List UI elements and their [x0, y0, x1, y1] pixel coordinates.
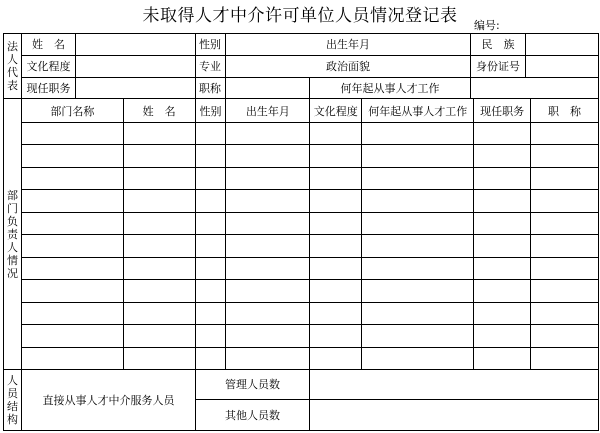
vertical-label-char: 法	[7, 40, 18, 53]
dept-cell[interactable]	[474, 123, 531, 145]
dept-cell[interactable]	[226, 167, 310, 189]
dept-cell[interactable]	[362, 280, 474, 302]
dept-cell[interactable]	[226, 212, 310, 234]
dept-cell[interactable]	[474, 280, 531, 302]
dept-cell[interactable]	[123, 302, 195, 324]
legal-section-label	[3, 33, 22, 99]
dept-cell[interactable]	[226, 145, 310, 167]
legal-section-text	[7, 40, 18, 92]
dept-cell[interactable]	[310, 347, 362, 369]
dept-row	[22, 280, 599, 302]
dept-cell[interactable]	[531, 167, 599, 189]
dept-section-text	[7, 189, 18, 280]
dept-header-cell: 现任职务	[474, 99, 531, 123]
direct-staff-label: 直接从事人才中介服务人员	[21, 369, 196, 431]
dept-cell[interactable]	[123, 280, 195, 302]
dept-header-cell: 性别	[195, 99, 226, 123]
vertical-label-char: 责	[7, 227, 18, 241]
legal-title-field[interactable]	[225, 77, 310, 99]
dept-cell[interactable]	[362, 347, 474, 369]
dept-cell[interactable]	[474, 257, 531, 279]
dept-cell[interactable]	[474, 145, 531, 167]
dept-cell[interactable]	[531, 235, 599, 257]
dept-cell[interactable]	[195, 302, 226, 324]
vertical-label-char: 部	[7, 188, 18, 202]
vertical-label-char: 负	[7, 214, 18, 228]
dept-cell[interactable]	[362, 145, 474, 167]
dept-row	[22, 235, 599, 257]
dept-cell[interactable]	[22, 190, 124, 212]
legal-birth-label: 出生年月	[225, 33, 471, 56]
dept-row	[22, 145, 599, 167]
other-count-field[interactable]	[309, 399, 599, 431]
dept-cell[interactable]	[195, 123, 226, 145]
legal-ethnicity-label: 民 族	[470, 33, 526, 56]
dept-cell[interactable]	[195, 145, 226, 167]
dept-cell[interactable]	[123, 325, 195, 347]
dept-cell[interactable]	[310, 302, 362, 324]
dept-cell[interactable]	[362, 167, 474, 189]
dept-row	[22, 302, 599, 324]
dept-cell[interactable]	[531, 325, 599, 347]
legal-since-label: 何年起从事人才工作	[309, 77, 471, 99]
legal-id-field[interactable]	[525, 55, 599, 78]
dept-cell[interactable]	[362, 302, 474, 324]
dept-row	[22, 212, 599, 234]
form-title: 未取得人才中介许可单位人员情况登记表	[142, 6, 458, 26]
dept-cell[interactable]	[474, 167, 531, 189]
dept-cell[interactable]	[310, 325, 362, 347]
dept-cell[interactable]	[531, 212, 599, 234]
legal-education-label: 文化程度	[21, 55, 76, 78]
vertical-label-char: 员	[7, 387, 18, 400]
dept-cell[interactable]	[22, 257, 124, 279]
dept-cell[interactable]	[22, 123, 124, 145]
legal-position-field[interactable]	[75, 77, 196, 99]
dept-cell[interactable]	[123, 257, 195, 279]
structure-section-label	[3, 369, 22, 431]
dept-cell[interactable]	[531, 257, 599, 279]
vertical-label-char: 人	[7, 374, 18, 387]
dept-cell[interactable]	[195, 325, 226, 347]
dept-row	[22, 347, 599, 369]
dept-cell[interactable]	[195, 190, 226, 212]
dept-cell[interactable]	[123, 145, 195, 167]
legal-id-label: 身份证号	[470, 55, 526, 78]
vertical-label-char: 表	[7, 79, 18, 92]
vertical-label-char: 结	[7, 400, 18, 413]
dept-cell[interactable]	[474, 190, 531, 212]
dept-cell[interactable]	[195, 235, 226, 257]
dept-cell[interactable]	[362, 123, 474, 145]
dept-section-label	[3, 98, 22, 370]
dept-header-cell: 职 称	[531, 99, 599, 123]
legal-political-label: 政治面貌	[225, 55, 471, 78]
dept-cell[interactable]	[310, 235, 362, 257]
legal-name-field[interactable]	[75, 33, 196, 56]
dept-cell[interactable]	[226, 347, 310, 369]
legal-name-label: 姓 名	[21, 33, 76, 56]
dept-header-cell: 何年起从事人才工作	[362, 99, 474, 123]
dept-cell[interactable]	[226, 235, 310, 257]
dept-cell[interactable]	[22, 347, 124, 369]
dept-cell[interactable]	[123, 190, 195, 212]
dept-cell[interactable]	[22, 325, 124, 347]
dept-cell[interactable]	[123, 347, 195, 369]
vertical-label-char: 况	[7, 266, 18, 280]
dept-row	[22, 167, 599, 189]
other-count-label: 其他人员数	[195, 399, 310, 431]
dept-cell[interactable]	[474, 302, 531, 324]
vertical-label-char: 人	[7, 53, 18, 66]
dept-cell[interactable]	[310, 257, 362, 279]
dept-cell[interactable]	[123, 212, 195, 234]
dept-cell[interactable]	[531, 347, 599, 369]
dept-cell[interactable]	[195, 280, 226, 302]
legal-major-label: 专业	[195, 55, 226, 78]
dept-cell[interactable]	[531, 190, 599, 212]
vertical-label-char: 情	[7, 253, 18, 267]
dept-cell[interactable]	[531, 145, 599, 167]
dept-cell[interactable]	[362, 325, 474, 347]
dept-header-cell: 姓 名	[123, 99, 195, 123]
dept-cell[interactable]	[531, 280, 599, 302]
dept-cell[interactable]	[22, 212, 124, 234]
serial-number-label: 编号:	[474, 19, 500, 32]
dept-cell[interactable]	[362, 235, 474, 257]
dept-cell[interactable]	[123, 167, 195, 189]
dept-cell[interactable]	[310, 145, 362, 167]
legal-education-field[interactable]	[75, 55, 196, 78]
dept-cell[interactable]	[22, 167, 124, 189]
legal-ethnicity-field[interactable]	[525, 33, 599, 56]
dept-header-row	[22, 99, 599, 123]
dept-cell[interactable]	[226, 190, 310, 212]
dept-cell[interactable]	[310, 212, 362, 234]
vertical-label-char: 构	[7, 413, 18, 426]
dept-cell[interactable]	[226, 123, 310, 145]
dept-cell[interactable]	[195, 347, 226, 369]
dept-cell[interactable]	[310, 280, 362, 302]
vertical-label-char: 门	[7, 201, 18, 215]
legal-title-label: 职称	[195, 77, 226, 99]
legal-position-label: 现任职务	[21, 77, 76, 99]
dept-row	[22, 190, 599, 212]
legal-since-field[interactable]	[470, 77, 599, 99]
dept-header-cell: 出生年月	[226, 99, 310, 123]
dept-cell[interactable]	[226, 280, 310, 302]
dept-heads-table	[21, 98, 599, 370]
dept-cell[interactable]	[474, 347, 531, 369]
manager-count-field[interactable]	[309, 369, 599, 400]
dept-cell[interactable]	[474, 325, 531, 347]
dept-cell[interactable]	[123, 123, 195, 145]
dept-cell[interactable]	[474, 235, 531, 257]
dept-cell[interactable]	[226, 302, 310, 324]
dept-cell[interactable]	[22, 235, 124, 257]
dept-cell[interactable]	[531, 123, 599, 145]
dept-cell[interactable]	[195, 167, 226, 189]
dept-cell[interactable]	[310, 167, 362, 189]
dept-cell[interactable]	[531, 302, 599, 324]
dept-row	[22, 257, 599, 279]
dept-cell[interactable]	[22, 145, 124, 167]
vertical-label-char: 人	[7, 240, 18, 254]
dept-cell[interactable]	[195, 257, 226, 279]
dept-row	[22, 325, 599, 347]
dept-header-cell: 部门名称	[22, 99, 124, 123]
dept-row	[22, 123, 599, 145]
manager-count-label: 管理人员数	[195, 369, 310, 400]
structure-section-text	[7, 374, 18, 426]
dept-cell[interactable]	[22, 302, 124, 324]
dept-cell[interactable]	[226, 257, 310, 279]
dept-cell[interactable]	[22, 280, 124, 302]
dept-cell[interactable]	[123, 235, 195, 257]
vertical-label-char: 代	[7, 66, 18, 79]
dept-cell[interactable]	[310, 190, 362, 212]
dept-cell[interactable]	[226, 325, 310, 347]
dept-cell[interactable]	[362, 190, 474, 212]
dept-cell[interactable]	[362, 257, 474, 279]
dept-cell[interactable]	[310, 123, 362, 145]
dept-header-cell: 文化程度	[310, 99, 362, 123]
dept-cell[interactable]	[362, 212, 474, 234]
legal-gender-label: 性别	[195, 33, 226, 56]
dept-cell[interactable]	[195, 212, 226, 234]
dept-cell[interactable]	[474, 212, 531, 234]
